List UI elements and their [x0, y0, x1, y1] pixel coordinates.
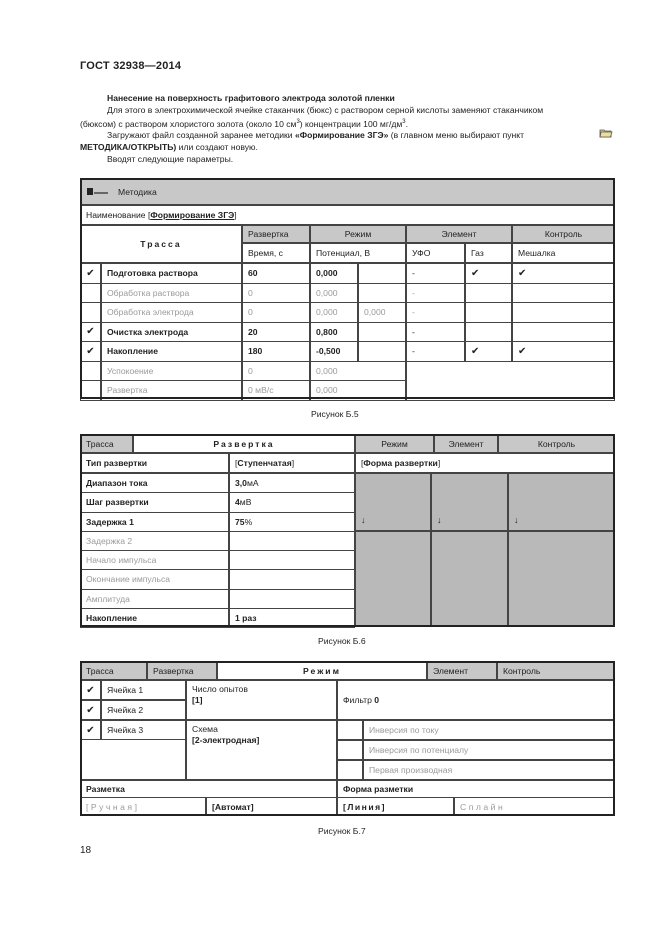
trace-row-pot2[interactable]: [358, 341, 406, 362]
inv-potential-checkbox[interactable]: [337, 740, 363, 760]
cell3-label: Ячейка 3: [101, 720, 186, 740]
markup-spline-option[interactable]: Сплайн: [454, 797, 615, 816]
trace-row-pot[interactable]: -0,500: [310, 341, 358, 362]
section-heading: Нанесение на поверхность графитового электрода золотой пленки: [107, 93, 395, 103]
tab-rezhim[interactable]: Режим: [355, 434, 434, 453]
method-name-row[interactable]: Наименование [ Формирование ЗГЭ ]: [80, 205, 615, 225]
filter-label: Фильтр: [343, 695, 372, 705]
trace-row-stir[interactable]: [512, 283, 615, 304]
sub-gas: Газ: [465, 243, 512, 263]
trace-row-stir[interactable]: [512, 302, 615, 323]
scheme-value: [2-электродная]: [192, 735, 260, 745]
figure-b7-caption: Рисунок Б.7: [318, 826, 366, 836]
sweep-type-value: Ступенчатая: [237, 458, 292, 468]
tab-element[interactable]: Элемент: [427, 661, 497, 680]
trace-row-ufo: -: [406, 283, 465, 304]
trace-row-name: Подготовка раствора: [101, 263, 242, 284]
sweep-param-unit: мА: [246, 478, 259, 489]
trace-row-stir[interactable]: ✔: [512, 341, 615, 362]
figure-b6-caption: Рисунок Б.6: [318, 636, 366, 646]
sweep-param-label: Накопление: [80, 608, 229, 628]
trace-row-time[interactable]: 180: [242, 341, 310, 362]
markup-form-label: Форма разметки: [337, 780, 615, 797]
arrow-down-icon: ↓: [437, 515, 442, 525]
tab-trassa[interactable]: Трасса: [80, 661, 147, 680]
trace-row-name: Обработка раствора: [101, 283, 242, 304]
first-derivative-checkbox[interactable]: [337, 760, 363, 780]
inv-current-checkbox[interactable]: [337, 720, 363, 740]
method-title: Методика: [118, 186, 157, 197]
cell1-checkbox[interactable]: ✔: [80, 680, 101, 700]
col-element-tab[interactable]: Элемент: [406, 225, 512, 243]
waveform-preview-1: [355, 531, 431, 627]
inv-current-label: Инверсия по току: [363, 720, 615, 740]
trace-row-time[interactable]: 20: [242, 322, 310, 343]
markup-manual-option[interactable]: [Ручная]: [80, 797, 206, 816]
name-label: Наименование: [86, 210, 146, 220]
trace-row-gas[interactable]: [465, 302, 512, 323]
trace-row-ufo: -: [406, 322, 465, 343]
trace-row-pot[interactable]: 0,800: [310, 322, 358, 343]
trace-row-time[interactable]: 0: [242, 302, 310, 323]
trace-row-name: Развертка: [101, 380, 242, 401]
trace-row-stir[interactable]: ✔: [512, 263, 615, 284]
sweep-param-label: Окончание импульса: [80, 569, 229, 589]
inv-potential-label: Инверсия по потенциалу: [363, 740, 615, 760]
scheme-label: Схема: [192, 724, 218, 734]
filter-field[interactable]: [337, 680, 615, 720]
trace-row-name: Успокоение: [101, 361, 242, 382]
col-kontrol-tab[interactable]: Контроль: [512, 225, 615, 243]
sweep-param-label: Диапазон тока: [80, 473, 229, 493]
sweep-param-label: Шаг развертки: [80, 492, 229, 512]
markup-label: Разметка: [80, 780, 337, 797]
markup-line-option[interactable]: [Линия]: [337, 797, 454, 816]
app-logo-icon: [86, 186, 110, 198]
experiments-label: Число опытов: [192, 684, 248, 694]
sub-time: Время, с: [242, 243, 310, 263]
intro-line-4: МЕТОДИКА/ОТКРЫТЬ) или создают новую.: [80, 142, 258, 152]
trace-row-pot[interactable]: 0,000: [310, 380, 406, 401]
sub-ufo: УФО: [406, 243, 465, 263]
markup-auto-option[interactable]: [Автомат]: [206, 797, 337, 816]
intro-line-2: (бюксом) с раствором хлористого золота (около 10 $см^3$) концентрации 100 $мг/дм^3$.: [80, 118, 408, 129]
trace-row-pot[interactable]: 0,000: [310, 283, 358, 304]
intro-line-3: Загружают файл созданной заранее методики «Формирование ЗГЭ» (в главном меню выбирают пункт: [107, 130, 525, 140]
trace-row-ufo: -: [406, 341, 465, 362]
trace-row-time[interactable]: 0: [242, 361, 310, 382]
sweep-form-text: Форма развертки: [363, 458, 438, 468]
arrow-down-icon: ↓: [514, 515, 519, 525]
trace-row-name: Накопление: [101, 341, 242, 362]
trace-row-check[interactable]: ✔: [80, 322, 101, 343]
sweep-param-label: Задержка 1: [80, 512, 229, 532]
trace-row-pot2[interactable]: [358, 263, 406, 284]
trace-row-check[interactable]: ✔: [80, 263, 101, 284]
sweep-param-number: 4: [235, 497, 240, 508]
sweep-param-label: Амплитуда: [80, 589, 229, 609]
trace-row-gas[interactable]: [465, 283, 512, 304]
trace-row-pot[interactable]: 0,000: [310, 302, 358, 323]
trace-row-pot2[interactable]: 0,000: [358, 302, 406, 323]
first-derivative-label: Первая производная: [363, 760, 615, 780]
tab-razvertka-active[interactable]: Развертка: [133, 434, 355, 453]
trace-row-check[interactable]: ✔: [80, 341, 101, 362]
sweep-param-label: Задержка 2: [80, 531, 229, 551]
sweep-param-value[interactable]: [229, 608, 355, 628]
trace-row-check[interactable]: [80, 283, 101, 304]
tab-kontrol[interactable]: Контроль: [497, 661, 615, 680]
empty-merged-block: [406, 361, 615, 401]
open-folder-icon: [599, 125, 613, 136]
col-trassa: Трасса: [80, 225, 242, 263]
trace-row-name: Обработка электрода: [101, 302, 242, 323]
trace-row-gas[interactable]: [465, 322, 512, 343]
arrow-down-icon: ↓: [361, 515, 366, 525]
name-value: Формирование ЗГЭ: [150, 210, 235, 220]
document-header: ГОСТ 32938—2014: [80, 60, 182, 72]
waveform-option-2[interactable]: [431, 473, 508, 531]
tab-razvertka[interactable]: Развертка: [147, 661, 217, 680]
sweep-form-label: [ Форма развертки ]: [355, 453, 615, 473]
sweep-type-label: Тип развертки: [80, 453, 229, 473]
trace-row-pot[interactable]: 0,000: [310, 263, 358, 284]
sub-stir: Мешалка: [512, 243, 615, 263]
col-rezhim-tab[interactable]: Режим: [310, 225, 406, 243]
cell-empty-area: [80, 740, 186, 780]
sweep-param-unit: %: [244, 516, 253, 527]
trace-row-pot2[interactable]: [358, 322, 406, 343]
trace-row-pot[interactable]: 0,000: [310, 361, 406, 382]
sweep-param-value[interactable]: [229, 569, 355, 589]
sweep-param-value[interactable]: [229, 550, 355, 570]
trace-row-check[interactable]: [80, 380, 101, 401]
cell2-label: Ячейка 2: [101, 700, 186, 720]
cell1-label: Ячейка 1: [101, 680, 186, 700]
sweep-param-value[interactable]: [229, 589, 355, 609]
trace-row-time[interactable]: 0 мВ/с: [242, 380, 310, 401]
trace-row-check[interactable]: [80, 361, 101, 382]
sweep-param-value[interactable]: [229, 512, 355, 532]
trace-row-time[interactable]: 60: [242, 263, 310, 284]
trace-row-stir[interactable]: [512, 322, 615, 343]
waveform-option-1[interactable]: [355, 473, 431, 531]
figure-b5-caption: Рисунок Б.5: [311, 409, 359, 419]
scheme-field[interactable]: [186, 720, 337, 780]
cell2-checkbox[interactable]: ✔: [80, 700, 101, 720]
cell3-checkbox[interactable]: ✔: [80, 720, 101, 740]
col-razvertka-tab[interactable]: Развертка: [242, 225, 310, 243]
trace-row-time[interactable]: 0: [242, 283, 310, 304]
intro-line-1: Для этого в электрохимической ячейке стаканчик (бюкс) с раствором серной кислоты заменяют стаканчиком: [107, 105, 544, 115]
tab-trassa[interactable]: Трасса: [80, 434, 133, 453]
sweep-param-number: 3,0: [235, 478, 247, 489]
page-number: 18: [80, 845, 92, 856]
waveform-option-3[interactable]: [508, 473, 615, 531]
experiments-field[interactable]: [186, 680, 337, 720]
experiments-value: [1]: [192, 695, 203, 705]
trace-row-name: Очистка электрода: [101, 322, 242, 343]
waveform-preview-3: [508, 531, 615, 627]
sub-potential: Потенциал, В: [310, 243, 406, 263]
sweep-param-unit: мВ: [239, 497, 252, 508]
sweep-param-number: 75: [235, 516, 245, 527]
trace-row-gas[interactable]: ✔: [465, 263, 512, 284]
method-title-bar: [80, 178, 615, 205]
sweep-param-value[interactable]: [229, 473, 355, 493]
trace-row-check[interactable]: [80, 302, 101, 323]
sweep-param-value[interactable]: [229, 492, 355, 512]
sweep-param-label: Начало импульса: [80, 550, 229, 570]
tab-element[interactable]: Элемент: [434, 434, 498, 453]
trace-row-ufo: -: [406, 302, 465, 323]
sweep-param-value[interactable]: [229, 531, 355, 551]
trace-row-ufo: -: [406, 263, 465, 284]
intro-line-5: Вводят следующие параметры.: [107, 154, 234, 164]
sweep-type-select[interactable]: [ Ступенчатая ]: [229, 453, 355, 473]
waveform-preview-2: [431, 531, 508, 627]
trace-row-pot2[interactable]: [358, 283, 406, 304]
tab-kontrol[interactable]: Контроль: [498, 434, 615, 453]
trace-row-gas[interactable]: ✔: [465, 341, 512, 362]
tab-rezhim-active[interactable]: Режим: [217, 661, 427, 680]
sweep-param-number: 1 раз: [235, 612, 257, 623]
filter-value: 0: [374, 695, 380, 705]
